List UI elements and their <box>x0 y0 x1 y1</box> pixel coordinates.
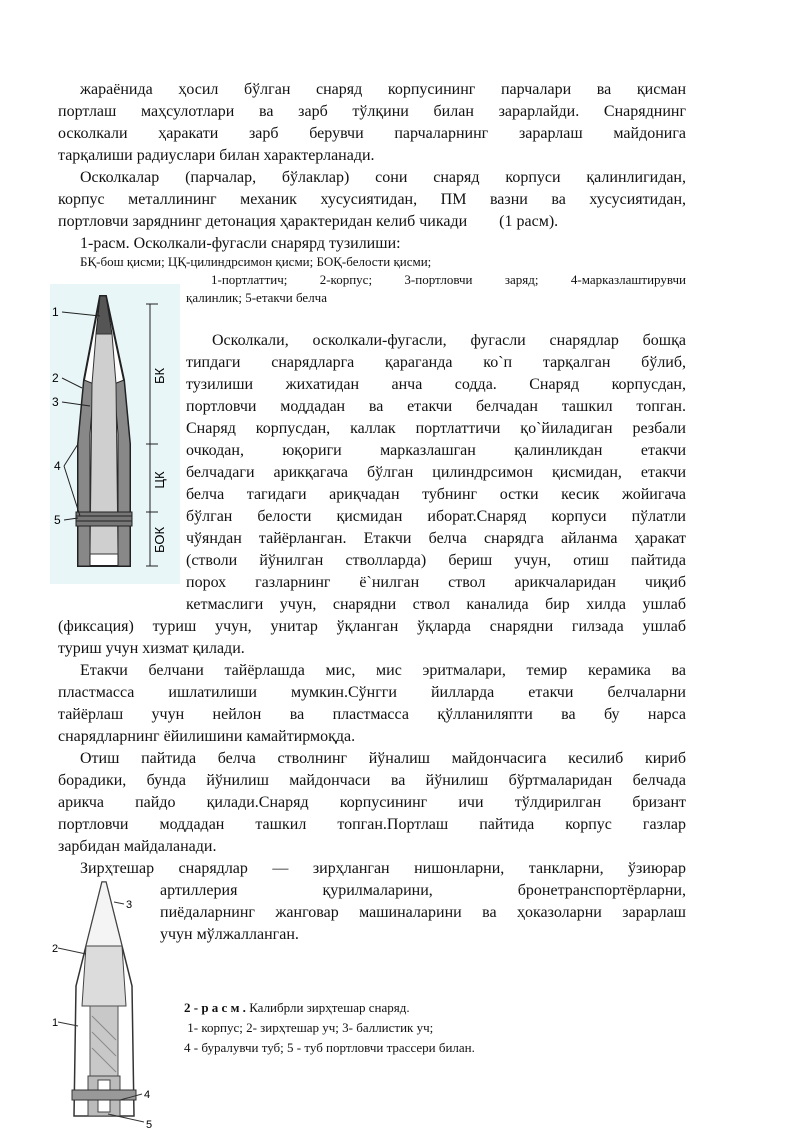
dim-label-tsk: ЦК <box>152 471 167 489</box>
para1-line: жараёнида ҳосил бўлган снаряд корпусининг парчалари ва қисман <box>80 81 686 98</box>
para4-line: тайёрлаш учун нейлон ва пластмасса қўлланиляпти ва бу нарса <box>58 706 686 723</box>
para2-line: портловчи заряднинг детонация ҳарактеридан келиб чикади (1 расм). <box>58 213 559 230</box>
para3-line: белча тагидаги ариқчадан тубнинг остки кесик жойигача <box>186 486 686 503</box>
fig1-label-2: 2 <box>52 371 59 385</box>
para6-line: учун мўлжалланган. <box>160 926 299 943</box>
para3-line: Снаряд корпусдан, каллак портлаттичи қо`йиладиган резбали <box>186 420 686 437</box>
fig2-title-number: 2 - р а с м . <box>184 1000 246 1015</box>
fig2-legend: 4 - буралувчи туб; 5 - туб портловчи трассери билан. <box>184 1040 475 1055</box>
fig1-legend: қалинлик; 5-етакчи белча <box>186 290 327 305</box>
fig2-label-2: 2 <box>52 943 59 955</box>
para3-line: (стволи йўнилган стволларда) бериш учун, отиш пайтида <box>186 552 686 569</box>
fig1-title: 1-расм. Осколкали-фугасли снарярд тузилиши: <box>80 235 401 252</box>
fig2-title-text: Калибрли зирҳтешар снаряд. <box>245 1000 410 1015</box>
para5-line: Отиш пайтида белча стволнинг йўналиш майдончасига кесилиб кириб <box>80 750 686 767</box>
para5-line: портловчи моддадан ташкил топган.Портлаш пайтида корпус газлар <box>58 816 686 833</box>
para3-line: кетмаслиги учун, снарядни ствол каналида бир хилда ушлаб <box>186 596 686 613</box>
fig1-label-4: 4 <box>54 459 61 473</box>
para1-line: портлаш маҳсулотлари ва зарб тўлқини билан зарарлайди. Снаряднинг <box>58 103 686 120</box>
para6-line: пиёдаларнинг жанговар машиналарини ва ҳоказоларни зарарлаш <box>160 904 686 921</box>
para3-line: Осколкали, осколкали-фугасли, фугасли снарядлар бошқа <box>212 332 686 349</box>
para3-line: порох газларнинг ё`нилган ствол арикчаларидан чиқиб <box>186 574 686 591</box>
fig2-label-4: 4 <box>144 1089 151 1101</box>
para4-line: пластмасса ишлатилиши мумкин.Сўнгги йилларда етакчи белчаларни <box>58 684 686 701</box>
fig2-label-3: 3 <box>126 899 133 911</box>
para3-line: очкодан, юқориги марказлашган қалинликдан етакчи <box>186 442 686 459</box>
dim-label-bk: БК <box>152 367 167 385</box>
fig2-legend: 1- корпус; 2- зирҳтешар уч; 3- баллистик уч; <box>184 1020 434 1035</box>
para5-line: арикча пайдо қилади.Снаряд корпусининг ичи тўлдирилган бризант <box>58 794 686 811</box>
para4-line: снарядларнинг ёйилишини камайтирмоқда. <box>58 728 356 745</box>
para6-line: Зирҳтешар снарядлар — зирҳланган нишонларни, танкларни, ўзиюрар <box>80 860 686 877</box>
para3-line: туриш учун хизмат қилади. <box>58 640 245 657</box>
shell-figure-2 <box>52 876 162 1130</box>
para3-line: белчадаги арикқагача бўлган цилиндрсимон қисмидан, етакчи <box>186 464 686 481</box>
fig1-label-1: 1 <box>52 305 59 319</box>
fig2-label-1: 1 <box>52 1017 59 1029</box>
para3-line: тузилиши жихатидан анча содда. Снаряд корпусдан, <box>186 376 686 393</box>
shell-figure-1 <box>50 284 180 584</box>
dim-label-bok: БОК <box>152 526 167 554</box>
fig1-legend: БҚ-бош қисми; ЦҚ-цилиндрсимон қисми; БОҚ-белости қисми; <box>80 254 432 269</box>
fig2-title <box>184 998 410 1017</box>
para5-line: борадики, бунда йўнилиш майдончаси ва йўнилиш бўртмаларидан белчада <box>58 772 686 789</box>
para4-line: Етакчи белчани тайёрлашда мис, мис эритмалари, темир керамика ва <box>80 662 686 679</box>
para5-line: зарбидан майдаланади. <box>58 838 217 855</box>
fig1-label-3: 3 <box>52 395 59 409</box>
para3-line: типдаги снарядларга қараганда ко`п тарқалган бўлиб, <box>186 354 686 371</box>
para3-line: (фиксация) туриш учун, унитар ўқланган ўқларда снарядни гилзада ушлаб <box>58 618 686 635</box>
para2-line: Осколкалар (парчалар, бўлаклар) сони снаряд корпуси қалинлигидан, <box>80 169 686 186</box>
para3-line: чўяндан тайёрланган. Етакчи белча снарядга айланма ҳаракат <box>186 530 686 547</box>
fig1-label-5: 5 <box>54 513 61 527</box>
para3-line: портловчи моддадан ва етакчи белчадан ташкил топган. <box>186 398 686 415</box>
para2-line: корпус металлининг механик хусусиятидан, ПМ вазни ва хусусиятидан, <box>58 191 686 208</box>
fig2-label-5: 5 <box>146 1119 153 1130</box>
fig1-legend: 1-портлаттич; 2-корпус; 3-портловчи заряд; 4-марказлаштирувчи <box>211 272 686 287</box>
para3-line: бўлган белости қисмидан иборат.Снаряд корпуси пўлатли <box>186 508 686 525</box>
para1-line: осколкали ҳаракати зарб берувчи парчаларнинг зарарлаш майдонига <box>58 125 686 142</box>
para6-line: артиллерия қурилмаларини, бронетранспортёрларни, <box>160 882 686 899</box>
para1-line: тарқалиши радиуслари билан характерланади. <box>58 147 375 164</box>
